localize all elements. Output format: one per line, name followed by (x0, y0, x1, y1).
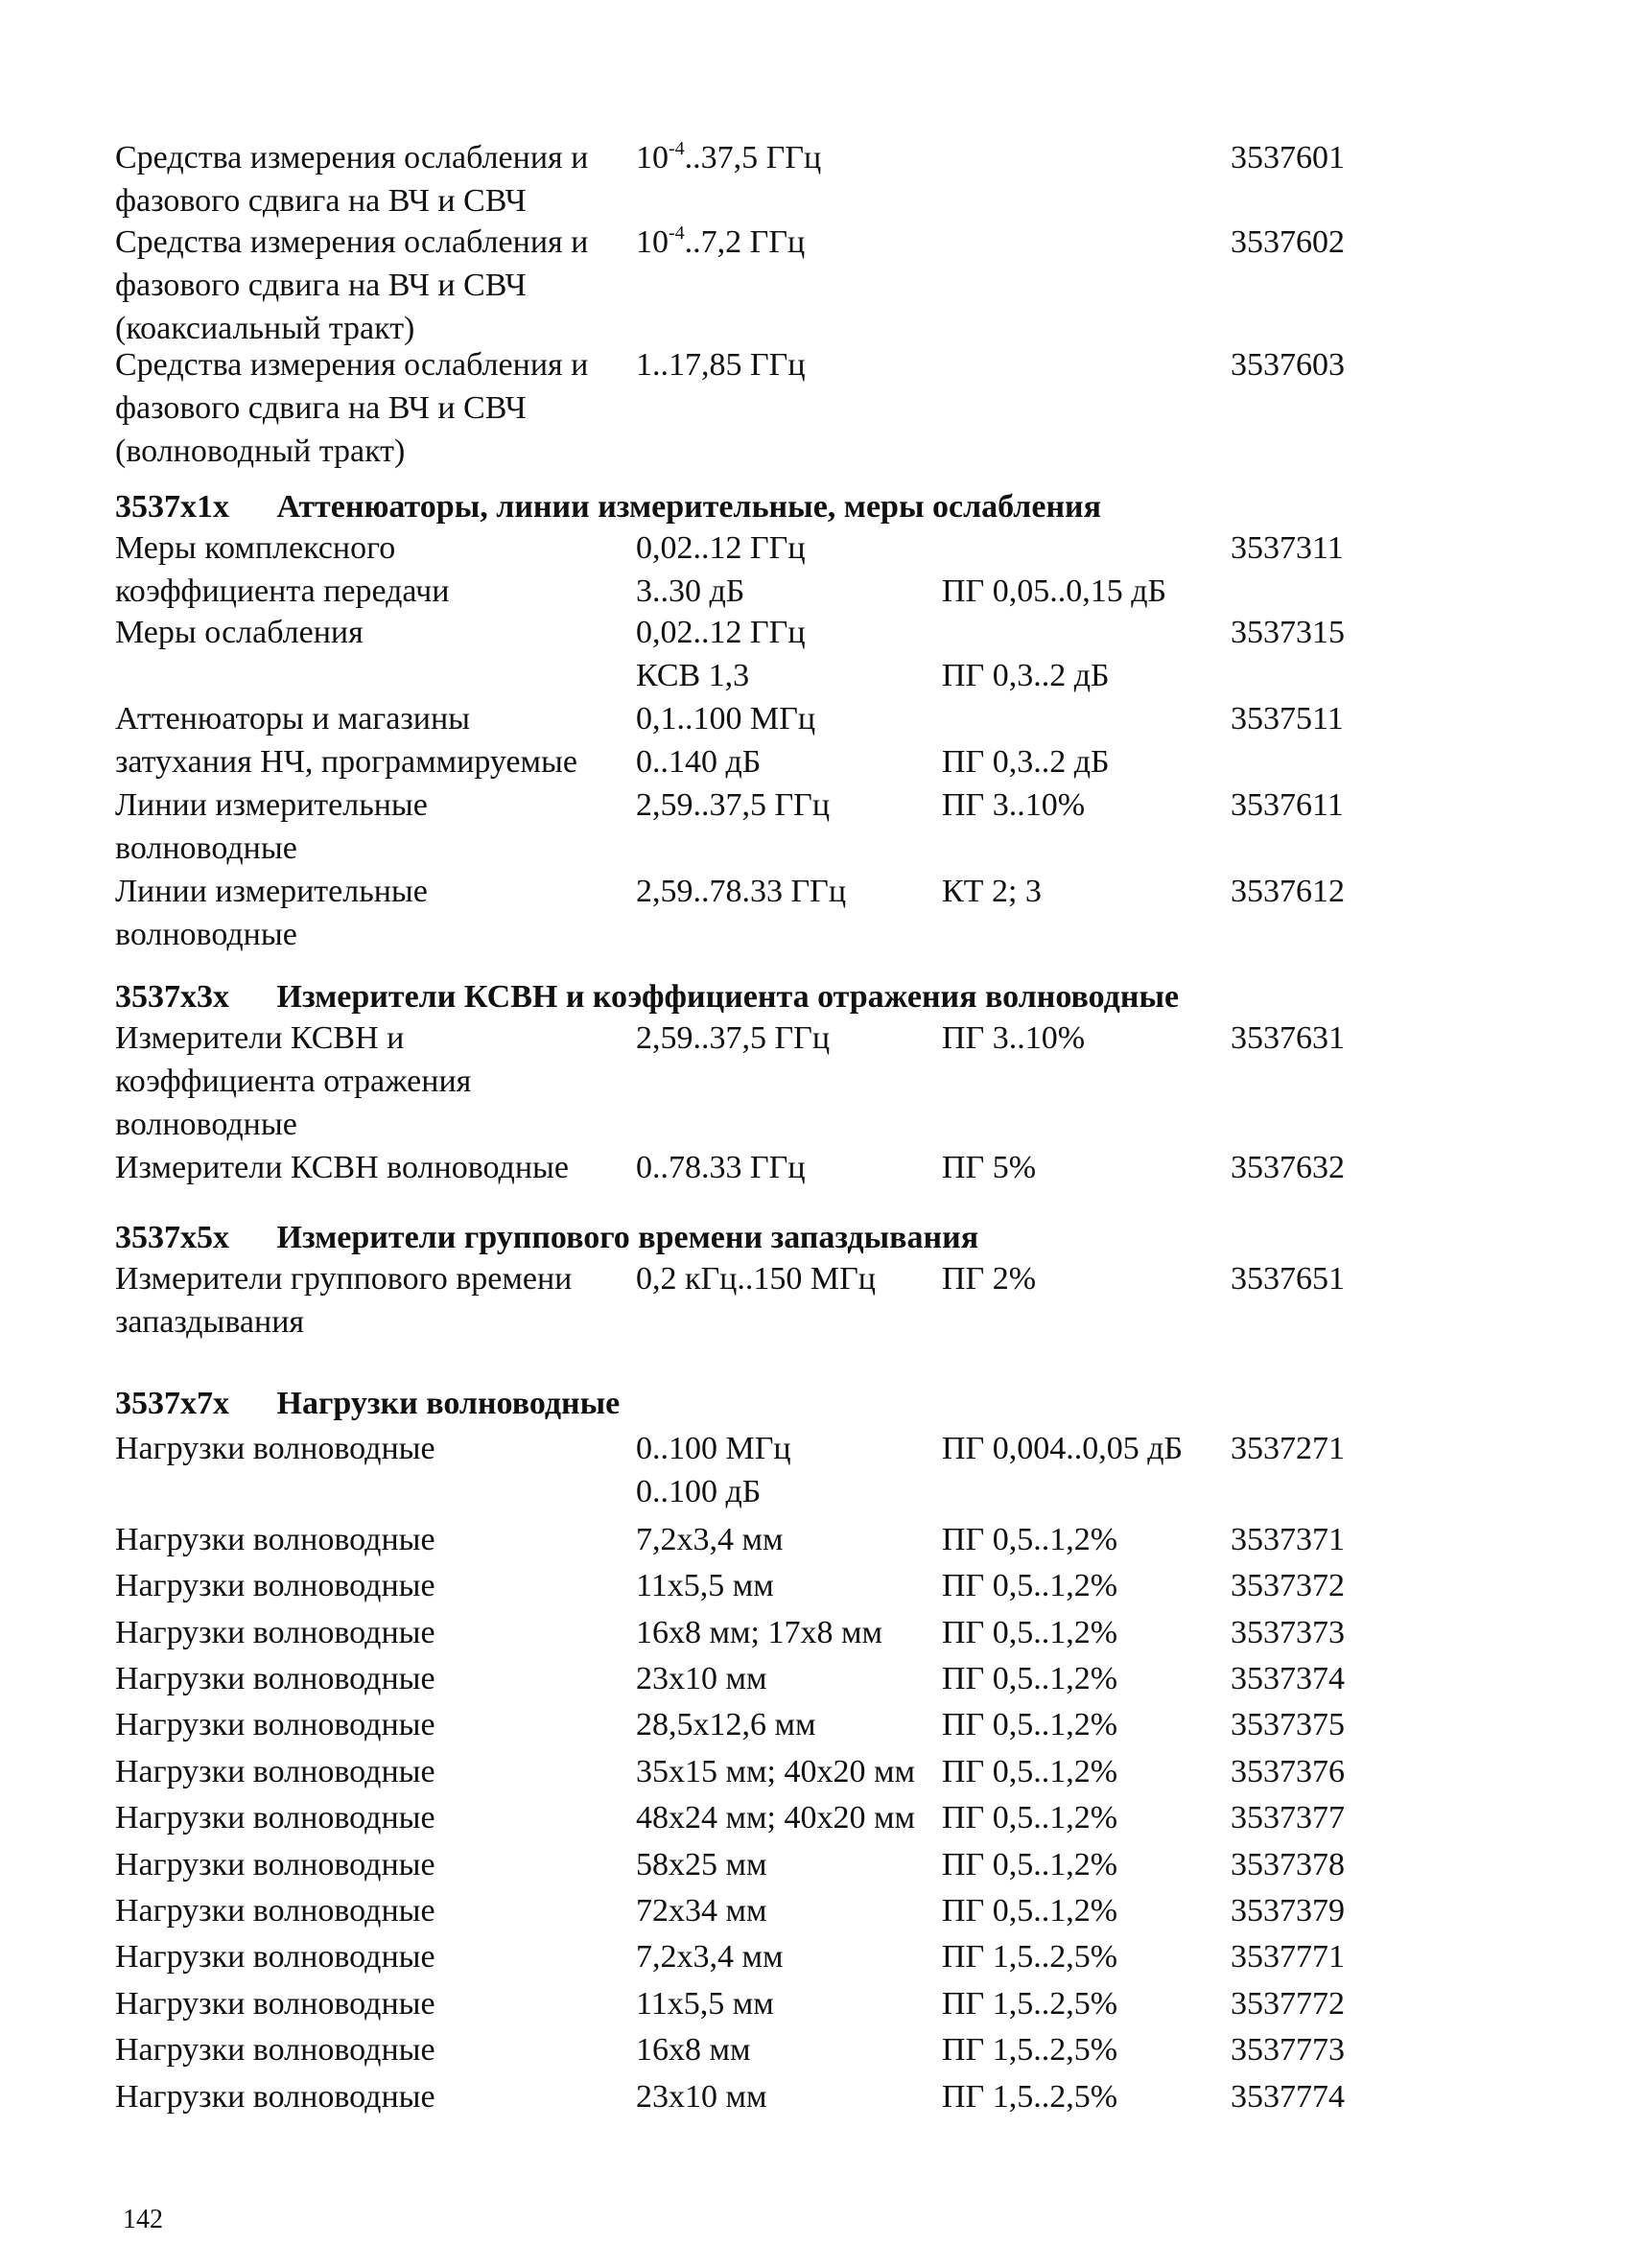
equipment-name: Нагрузки волноводные (115, 2032, 435, 2068)
section-code: 3537x1x (115, 489, 229, 525)
frequency-range: 0,2 кГц..150 МГц (636, 1261, 876, 1297)
product-code: 3537773 (1231, 2032, 1345, 2068)
section-heading (115, 1216, 978, 1259)
equipment-name: Меры комплексного коэффициента передачи (115, 530, 450, 609)
frequency-range: 72x34 мм (636, 1893, 767, 1929)
product-code: 3537631 (1231, 1020, 1345, 1056)
section-title: Измерители группового времени запаздывания (276, 1220, 979, 1255)
frequency-range: 1..17,85 ГГц (636, 347, 806, 383)
section-heading (115, 485, 1101, 528)
equipment-name: Нагрузки волноводные (115, 1939, 435, 1975)
error-limit: ПГ 1,5..2,5% (942, 1939, 1118, 1975)
error-limit: ПГ 0,5..1,2% (942, 1522, 1118, 1557)
error-limit: ПГ 0,5..1,2% (942, 1568, 1118, 1603)
frequency-range: 0..78.33 ГГц (636, 1150, 806, 1185)
section-title: Измерители КСВН и коэффициента отражения волноводные (276, 979, 1180, 1015)
error-limit: ПГ 0,3..2 дБ (942, 744, 1110, 780)
frequency-range: 23x10 мм (636, 2079, 767, 2115)
range-base: 10 (636, 140, 669, 175)
range-rest: ..7,2 ГГц (684, 224, 806, 260)
error-limit: ПГ 0,5..1,2% (942, 1615, 1118, 1650)
product-code: 3537774 (1231, 2079, 1345, 2115)
equipment-name: Средства измерения ослабления и фазового сдвига на ВЧ и СВЧ (волноводный тракт) (115, 347, 589, 469)
range-exponent: -4 (669, 222, 685, 244)
equipment-name: Нагрузки волноводные (115, 1754, 435, 1789)
range-rest: ..37,5 ГГц (684, 140, 822, 175)
frequency-range: 0,02..12 ГГц КСВ 1,3 (636, 615, 806, 693)
error-limit: ПГ 0,3..2 дБ (942, 658, 1110, 693)
frequency-range: 2,59..37,5 ГГц (636, 787, 831, 823)
equipment-name: Нагрузки волноводные (115, 1707, 435, 1742)
equipment-name: Средства измерения ослабления и фазового сдвига на ВЧ и СВЧ (115, 140, 589, 219)
product-code: 3537371 (1231, 1522, 1345, 1557)
product-code: 3537311 (1231, 530, 1344, 566)
equipment-name: Нагрузки волноводные (115, 1800, 435, 1835)
product-code: 3537378 (1231, 1847, 1345, 1882)
product-code: 3537612 (1231, 874, 1345, 909)
range-exponent: -4 (669, 138, 685, 159)
error-limit: ПГ 1,5..2,5% (942, 1986, 1118, 2022)
error-limit: ПГ 0,5..1,2% (942, 1661, 1118, 1696)
product-code: 3537651 (1231, 1261, 1345, 1297)
page-number: 142 (123, 2205, 163, 2234)
equipment-name: Нагрузки волноводные (115, 1893, 435, 1929)
equipment-name: Нагрузки волноводные (115, 1847, 435, 1882)
product-code: 3537372 (1231, 1568, 1345, 1603)
equipment-name: Измерители группового времени запаздывания (115, 1261, 573, 1340)
product-code: 3537374 (1231, 1661, 1345, 1696)
frequency-range: 2,59..37,5 ГГц (636, 1020, 831, 1056)
frequency-range: 11x5,5 мм (636, 1986, 774, 2022)
frequency-range: 48x24 мм; 40x20 мм (636, 1800, 916, 1835)
frequency-range: 7,2x3,4 мм (636, 1939, 784, 1975)
product-code: 3537315 (1231, 615, 1345, 650)
frequency-range: 58x25 мм (636, 1847, 767, 1882)
frequency-range: 11x5,5 мм (636, 1568, 774, 1603)
frequency-range: 7,2x3,4 мм (636, 1522, 784, 1557)
product-code: 3537379 (1231, 1893, 1345, 1929)
product-code: 3537376 (1231, 1754, 1345, 1789)
equipment-name: Линии измерительные волноводные (115, 874, 428, 952)
error-limit: ПГ 3..10% (942, 1020, 1086, 1056)
equipment-name: Нагрузки волноводные (115, 2079, 435, 2115)
product-code: 3537373 (1231, 1615, 1345, 1650)
frequency-range: 16x8 мм; 17x8 мм (636, 1615, 883, 1650)
error-limit: ПГ 1,5..2,5% (942, 2079, 1118, 2115)
equipment-name: Меры ослабления (115, 615, 364, 650)
equipment-name: Нагрузки волноводные (115, 1568, 435, 1603)
product-code: 3537603 (1231, 347, 1345, 383)
equipment-name: Нагрузки волноводные (115, 1661, 435, 1696)
error-limit: ПГ 0,004..0,05 дБ (942, 1431, 1184, 1466)
frequency-range: 16x8 мм (636, 2032, 751, 2068)
error-limit: ПГ 0,5..1,2% (942, 1707, 1118, 1742)
product-code: 3537771 (1231, 1939, 1345, 1975)
frequency-range: 23x10 мм (636, 1661, 767, 1696)
range-base: 10 (636, 224, 669, 260)
frequency-range: 0,1..100 МГц 0..140 дБ (636, 701, 816, 780)
equipment-name: Нагрузки волноводные (115, 1522, 435, 1557)
product-code: 3537271 (1231, 1431, 1345, 1466)
equipment-name: Аттенюаторы и магазины затухания НЧ, программируемые (115, 701, 577, 780)
frequency-range: 0..100 МГц 0..100 дБ (636, 1431, 791, 1509)
frequency-range: 28,5x12,6 мм (636, 1707, 816, 1742)
error-limit: ПГ 0,05..0,15 дБ (942, 573, 1167, 609)
error-limit: ПГ 1,5..2,5% (942, 2032, 1118, 2068)
section-code: 3537x7x (115, 1386, 229, 1421)
product-code: 3537511 (1231, 701, 1344, 737)
frequency-range (636, 221, 943, 264)
section-heading (115, 1382, 620, 1425)
section-heading (115, 975, 1179, 1018)
product-code: 3537375 (1231, 1707, 1345, 1742)
frequency-range: 35x15 мм; 40x20 мм (636, 1754, 916, 1789)
error-limit: ПГ 0,5..1,2% (942, 1893, 1118, 1929)
equipment-name: Измерители КСВН и коэффициента отражения волноводные (115, 1020, 472, 1142)
product-code: 3537377 (1231, 1800, 1345, 1835)
product-code: 3537602 (1231, 224, 1345, 260)
error-limit: ПГ 3..10% (942, 787, 1086, 823)
error-limit: ПГ 0,5..1,2% (942, 1754, 1118, 1789)
equipment-name: Линии измерительные волноводные (115, 787, 428, 866)
equipment-name: Средства измерения ослабления и фазового сдвига на ВЧ и СВЧ (коаксиальный тракт) (115, 224, 589, 346)
error-limit: ПГ 2% (942, 1261, 1037, 1297)
product-code: 3537611 (1231, 787, 1344, 823)
product-code: 3537632 (1231, 1150, 1345, 1185)
equipment-name: Нагрузки волноводные (115, 1986, 435, 2022)
section-code: 3537x3x (115, 979, 229, 1015)
frequency-range: 2,59..78.33 ГГц (636, 874, 847, 909)
error-limit: КТ 2; 3 (942, 874, 1042, 909)
equipment-name: Нагрузки волноводные (115, 1431, 435, 1466)
section-title: Аттенюаторы, линии измерительные, меры ослабления (276, 489, 1102, 525)
frequency-range (636, 136, 943, 179)
product-code: 3537601 (1231, 140, 1345, 175)
equipment-name: Нагрузки волноводные (115, 1615, 435, 1650)
product-code: 3537772 (1231, 1986, 1345, 2022)
frequency-range: 0,02..12 ГГц 3..30 дБ (636, 530, 806, 609)
error-limit: ПГ 0,5..1,2% (942, 1800, 1118, 1835)
section-title: Нагрузки волноводные (276, 1386, 621, 1421)
error-limit: ПГ 5% (942, 1150, 1037, 1185)
error-limit: ПГ 0,5..1,2% (942, 1847, 1118, 1882)
section-code: 3537x5x (115, 1220, 229, 1255)
equipment-name: Измерители КСВН волноводные (115, 1150, 569, 1185)
